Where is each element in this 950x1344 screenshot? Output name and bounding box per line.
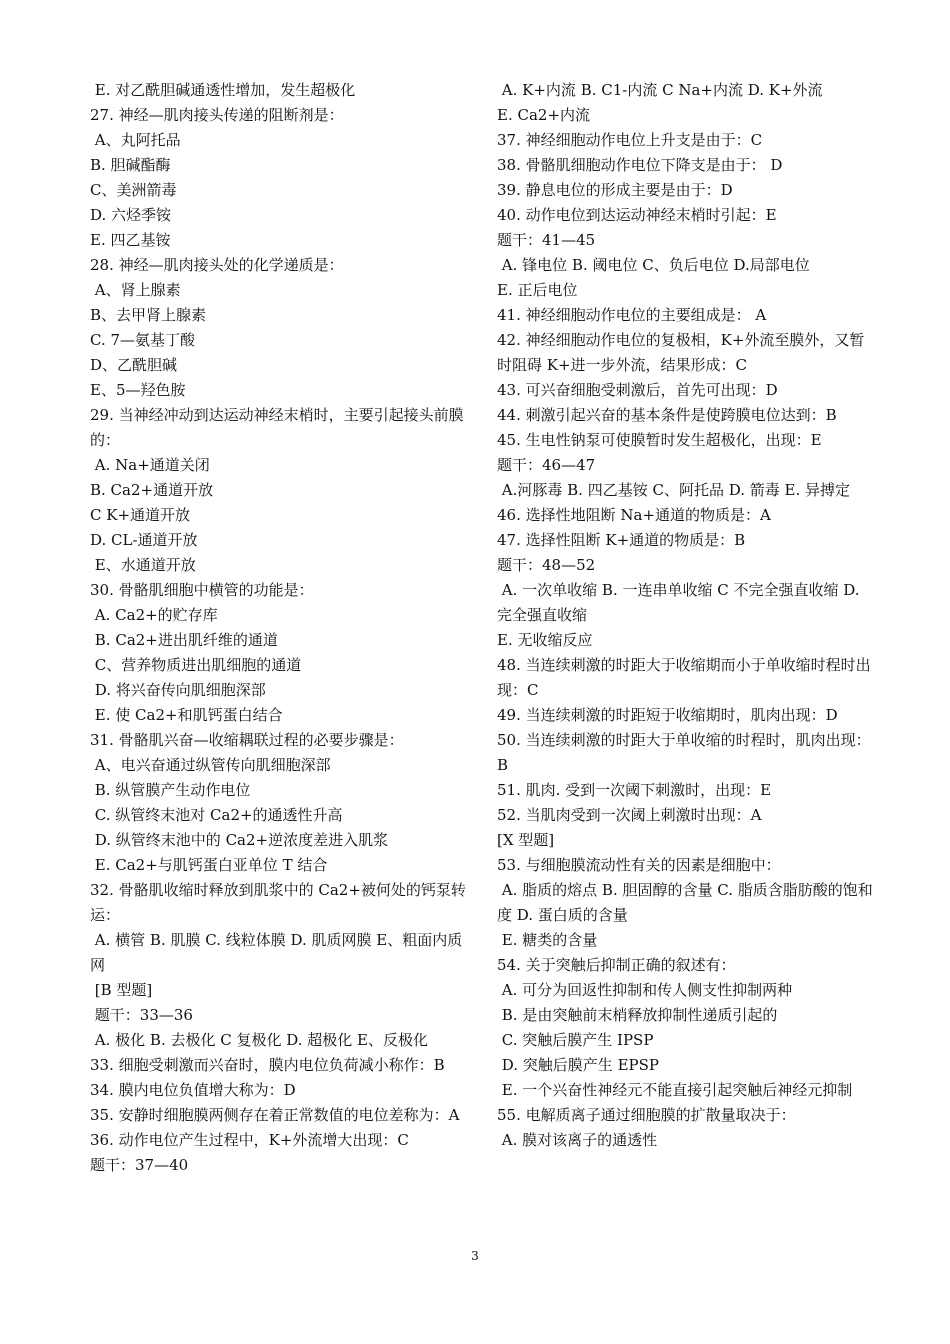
text-line: 48. 当连续刺激的时距大于收缩期而小于单收缩时程时出现：C (497, 656, 871, 699)
text-line: A、肾上腺素 (90, 281, 181, 299)
left-column (90, 78, 470, 1178)
text-line: 题干：41—45 (497, 231, 596, 249)
text-line: E、5—羟色胺 (90, 381, 186, 399)
text-line: 29. 当神经冲动到达运动神经末梢时，主要引起接头前膜的： (90, 406, 464, 449)
text-line: 45. 生电性钠泵可使膜暂时发生超极化，出现：E (497, 431, 822, 449)
text-line: 题干：37—40 (90, 1156, 189, 1174)
text-line: A、丸阿托品 (90, 131, 181, 149)
page-number: 3 (471, 1249, 479, 1263)
text-line: 52. 当肌肉受到一次阈上刺激时出现：A (497, 806, 762, 824)
text-line: D. 将兴奋传向肌细胞深部 (90, 681, 266, 699)
text-line: 53. 与细胞膜流动性有关的因素是细胞中： (497, 856, 781, 874)
text-line: D. 纵管终末池中的 Ca2+逆浓度差进入肌浆 (90, 831, 389, 849)
text-line: 32. 骨骼肌收缩时释放到肌浆中的 Ca2+被何处的钙泵转运： (90, 881, 466, 924)
text-line: C. 7—氨基丁酸 (90, 331, 196, 349)
text-line: 35. 安静时细胞膜两侧存在着正常数值的电位差称为：A (90, 1106, 460, 1124)
text-line: 46. 选择性地阻断 Na+通道的物质是：A (497, 506, 771, 524)
text-line: E. 无收缩反应 (497, 631, 593, 649)
text-line: C K+通道开放 (90, 506, 191, 524)
text-line: B. 胆碱酯酶 (90, 156, 171, 174)
text-line: E. Ca2+与肌钙蛋白亚单位 T 结合 (90, 856, 328, 874)
text-line: 27. 神经—肌肉接头传递的阻断剂是： (90, 106, 344, 124)
text-line: 41. 神经细胞动作电位的主要组成是： A (497, 306, 767, 324)
text-line: A.河豚毒 B. 四乙基铵 C、阿托品 D. 箭毒 E. 异搏定 (497, 481, 851, 499)
text-line: C、营养物质进出肌细胞的通道 (90, 656, 302, 674)
text-line: A. 脂质的熔点 B. 胆固醇的含量 C. 脂质含脂肪酸的饱和度 D. 蛋白质的含量 (497, 881, 873, 924)
text-line: A. 膜对该离子的通透性 (497, 1131, 658, 1149)
text-line: A、电兴奋通过纵管传向肌细胞深部 (90, 756, 331, 774)
text-line: D、乙酰胆碱 (90, 356, 178, 374)
text-line: 30. 骨骼肌细胞中横管的功能是： (90, 581, 314, 599)
text-line: E、水通道开放 (90, 556, 196, 574)
text-line: E. 糖类的含量 (497, 931, 598, 949)
text-line: A. 锋电位 B. 阈电位 C、负后电位 D.局部电位 (497, 256, 810, 274)
text-line: E. 四乙基铵 (90, 231, 171, 249)
text-line: [B 型题] (90, 981, 153, 999)
text-line: E. 使 Ca2+和肌钙蛋白结合 (90, 706, 283, 724)
text-line: E. Ca2+内流 (497, 106, 591, 124)
text-line: A. 横管 B. 肌膜 C. 线粒体膜 D. 肌质网膜 E、粗面内质网 (90, 931, 463, 974)
text-line: 38. 骨骼肌细胞动作电位下降支是由于： D (497, 156, 783, 174)
text-line: 28. 神经—肌肉接头处的化学递质是： (90, 256, 344, 274)
text-line: A. 一次单收缩 B. 一连串单收缩 C 不完全强直收缩 D. 完全强直收缩 (497, 581, 865, 624)
text-line: A. Na+通道关闭 (90, 456, 210, 474)
text-line: B. 是由突触前末梢释放抑制性递质引起的 (497, 1006, 778, 1024)
text-line: 39. 静息电位的形成主要是由于：D (497, 181, 733, 199)
text-line: 50. 当连续刺激的时距大于单收缩的时程时，肌肉出现：B (497, 731, 871, 774)
text-line: 题干：46—47 (497, 456, 596, 474)
text-line: D. CL-通道开放 (90, 531, 198, 549)
text-line: 34. 膜内电位负值增大称为：D (90, 1081, 296, 1099)
text-line: C. 纵管终末池对 Ca2+的通透性升高 (90, 806, 343, 824)
text-line: 44. 刺激引起兴奋的基本条件是使跨膜电位达到：B (497, 406, 837, 424)
text-line: 49. 当连续刺激的时距短于收缩期时，肌肉出现：D (497, 706, 838, 724)
text-line: 36. 动作电位产生过程中，K+外流增大出现：C (90, 1131, 409, 1149)
text-line: 题干：48—52 (497, 556, 596, 574)
text-line: B. 纵管膜产生动作电位 (90, 781, 251, 799)
text-line: B、去甲肾上腺素 (90, 306, 207, 324)
text-line: 42. 神经细胞动作电位的复极相，K+外流至膜外，又暂时阻碍 K+进一步外流，结果形成：C (497, 331, 865, 374)
right-column (497, 78, 877, 1153)
text-line: 37. 神经细胞动作电位上升支是由于：C (497, 131, 763, 149)
text-line: 54. 关于突触后抑制正确的叙述有： (497, 956, 736, 974)
text-line: C. 突触后膜产生 IPSP (497, 1031, 654, 1049)
text-line: 31. 骨骼肌兴奋—收缩耦联过程的必要步骤是： (90, 731, 404, 749)
text-line: D. 六烃季铵 (90, 206, 172, 224)
text-line: 51. 肌肉. 受到一次阈下刺激时，出现：E (497, 781, 772, 799)
text-line: D. 突触后膜产生 EPSP (497, 1056, 659, 1074)
text-line: A. Ca2+的贮存库 (90, 606, 218, 624)
text-line: C、美洲箭毒 (90, 181, 177, 199)
text-line: B. Ca2+通道开放 (90, 481, 214, 499)
text-line: A. K+内流 B. C1-内流 C Na+内流 D. K+外流 (497, 81, 823, 99)
text-line: E. 对乙酰胆碱通透性增加，发生超极化 (90, 81, 356, 99)
text-line: A. 可分为回返性抑制和传人侧支性抑制两种 (497, 981, 793, 999)
text-line: 40. 动作电位到达运动神经末梢时引起：E (497, 206, 777, 224)
text-line: 题干：33—36 (90, 1006, 193, 1024)
text-line: B. Ca2+进出肌纤维的通道 (90, 631, 278, 649)
text-line: 43. 可兴奋细胞受刺激后，首先可出现：D (497, 381, 778, 399)
text-line: 33. 细胞受刺激而兴奋时，膜内电位负荷减小称作：B (90, 1056, 445, 1074)
text-line: [X 型题] (497, 831, 555, 849)
text-line: E. 正后电位 (497, 281, 578, 299)
text-line: 47. 选择性阻断 K+通道的物质是：B (497, 531, 746, 549)
text-line: 55. 电解质离子通过细胞膜的扩散量取决于： (497, 1106, 796, 1124)
text-line: E. 一个兴奋性神经元不能直接引起突触后神经元抑制 (497, 1081, 853, 1099)
text-line: A. 极化 B. 去极化 C 复极化 D. 超极化 E、反极化 (90, 1031, 429, 1049)
